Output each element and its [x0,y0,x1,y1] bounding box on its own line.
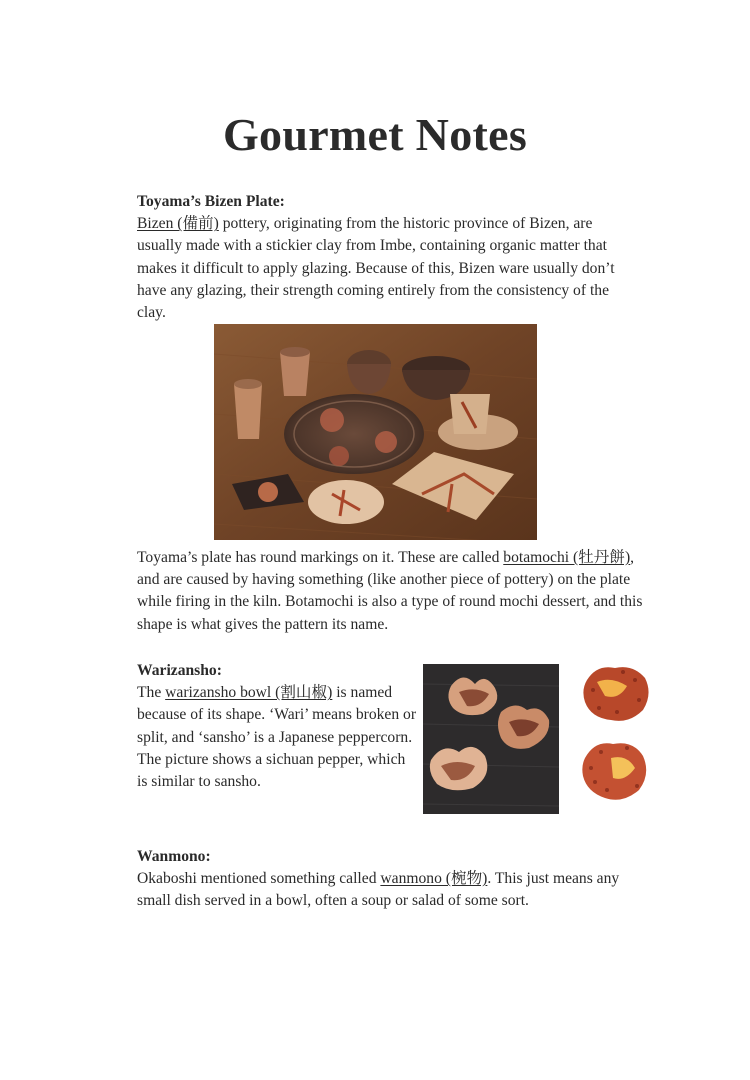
warizansho-section [137,660,419,793]
warizansho-paragraph [137,682,419,793]
botamochi-text-before: Toyama’s plate has round markings on it. These are called [137,549,504,566]
wanmono-section [137,846,647,913]
page-title: Gourmet Notes [222,109,528,160]
warizansho-bowls-photo [423,664,559,814]
sichuan-pepper-photo [577,660,655,810]
warizansho-link[interactable]: warizansho bowl (割山椒) [165,684,333,702]
botamochi-section [137,547,647,636]
warizansho-text-before: The [137,684,166,702]
bizen-heading: Toyama’s Bizen Plate: [137,193,285,210]
wanmono-text-before: Okaboshi mentioned something called [137,870,381,888]
botamochi-link[interactable]: botamochi (牡丹餅) [503,549,631,566]
wanmono-heading: Wanmono: [137,848,211,865]
bizen-section [137,191,637,324]
pepper-top [583,667,648,721]
warizansho-text-after: is named because of its shape. ‘Wari’ means broken or split, and ‘sansho’ is a Japanese peppercorn. The picture shows a sichuan pepper, which is similar to sansho. [137,684,417,791]
wanmono-link[interactable]: wanmono (椀物) [380,870,488,888]
wanmono-paragraph [137,868,647,912]
botamochi-text-after: , and are caused by having something (like another piece of pottery) on the plate while firing in the kiln. Botamochi is also a type of round mochi dessert, and this shape is what gives the pattern its name. [137,549,643,633]
bizen-text: pottery, originating from the historic province of Bizen, are usually made with a stickier clay from Imbe, containing organic matter that makes it difficult to apply glazing. Because of this, Bizen ware usually don’t have any glazing, their strength coming entirely from the consistency of the clay. [137,215,615,322]
wanmono-text-after: . This just means any small dish served in a bowl, often a soup or salad of some sort. [137,870,620,910]
warizansho-heading: Warizansho: [137,662,222,679]
bizen-pottery-photo [214,324,537,540]
bizen-paragraph [137,213,637,324]
bizen-link[interactable]: Bizen (備前) [137,215,219,233]
botamochi-paragraph [137,547,647,636]
